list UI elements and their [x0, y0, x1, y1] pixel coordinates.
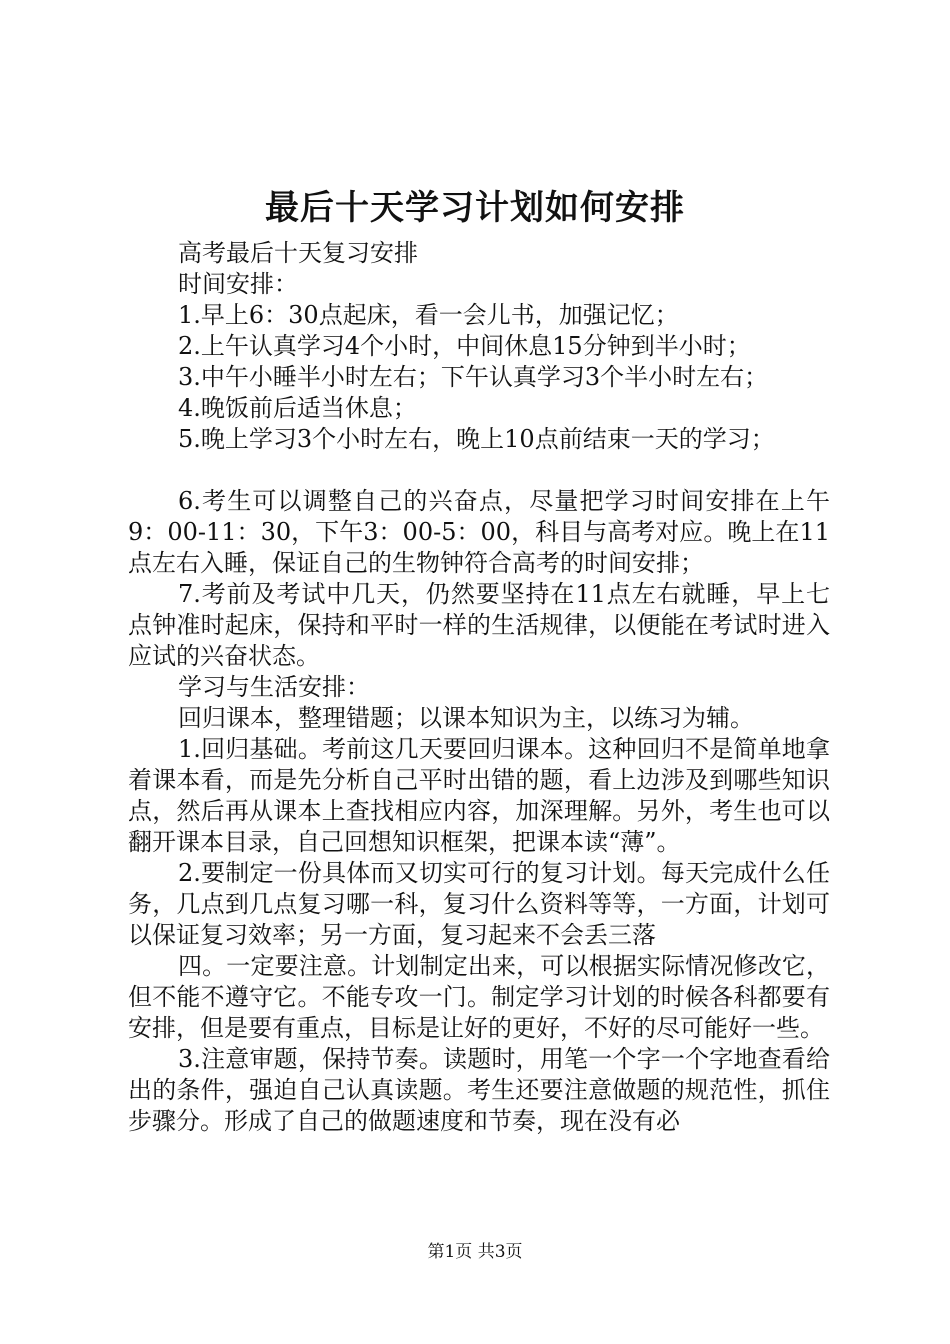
document-title: 最后十天学习计划如何安排 [265, 188, 685, 228]
paragraph: 4.晚饭前后适当休息； [178, 394, 417, 422]
paragraph: 7.考前及考试中几天，仍然要坚持在11点左右就睡，早上七点钟准时起床，保持和平时一样的生活规律，以便能在考试时进入应试的兴奋状态。 [128, 580, 830, 670]
paragraph: 1.早上6：30点起床，看一会儿书，加强记忆； [178, 301, 679, 329]
paragraph: 学习与生活安排： [178, 673, 370, 701]
page-footer: 第1页 共3页 [427, 1242, 523, 1262]
document-body [128, 238, 830, 1137]
paragraph: 高考最后十天复习安排 [178, 239, 418, 267]
paragraph: 时间安排： [178, 270, 298, 298]
paragraph: 3.中午小睡半小时左右；下午认真学习3个半小时左右； [178, 363, 769, 391]
paragraph: 回归课本，整理错题；以课本知识为主，以练习为辅。 [178, 704, 754, 732]
blank-line [128, 455, 830, 486]
paragraph: 2.上午认真学习4个小时，中间休息15分钟到半小时； [178, 332, 751, 360]
paragraph: 1.回归基础。考前这几天要回归课本。这种回归不是简单地拿着课本看，而是先分析自己平时出错的题，看上边涉及到哪些知识点，然后再从课本上查找相应内容，加深理解。另外，考生也可以翻开课本目录，自己回想知识框架，把课本读“薄”。 [128, 735, 830, 856]
paragraph: 6.考生可以调整自己的兴奋点，尽量把学习时间安排在上午9：00-11：30，下午3：00-5：00，科目与高考对应。晚上在11点左右入睡，保证自己的生物钟符合高考的时间安排； [128, 487, 830, 577]
paragraph: 3.注意审题，保持节奏。读题时，用笔一个字一个字地查看给出的条件，强迫自己认真读题。考生还要注意做题的规范性，抓住步骤分。形成了自己的做题速度和节奏，现在没有必 [128, 1045, 830, 1135]
paragraph: 5.晚上学习3个小时左右，晚上10点前结束一天的学习； [178, 425, 775, 453]
paragraph: 四。一定要注意。计划制定出来，可以根据实际情况修改它，但不能不遵守它。不能专攻一门。制定学习计划的时候各科都要有安排，但是要有重点，目标是让好的更好，不好的尽可能好一些。 [128, 952, 830, 1042]
paragraph: 2.要制定一份具体而又切实可行的复习计划。每天完成什么任务，几点到几点复习哪一科，复习什么资料等等，一方面，计划可以保证复习效率；另一方面，复习起来不会丢三落 [128, 859, 830, 949]
